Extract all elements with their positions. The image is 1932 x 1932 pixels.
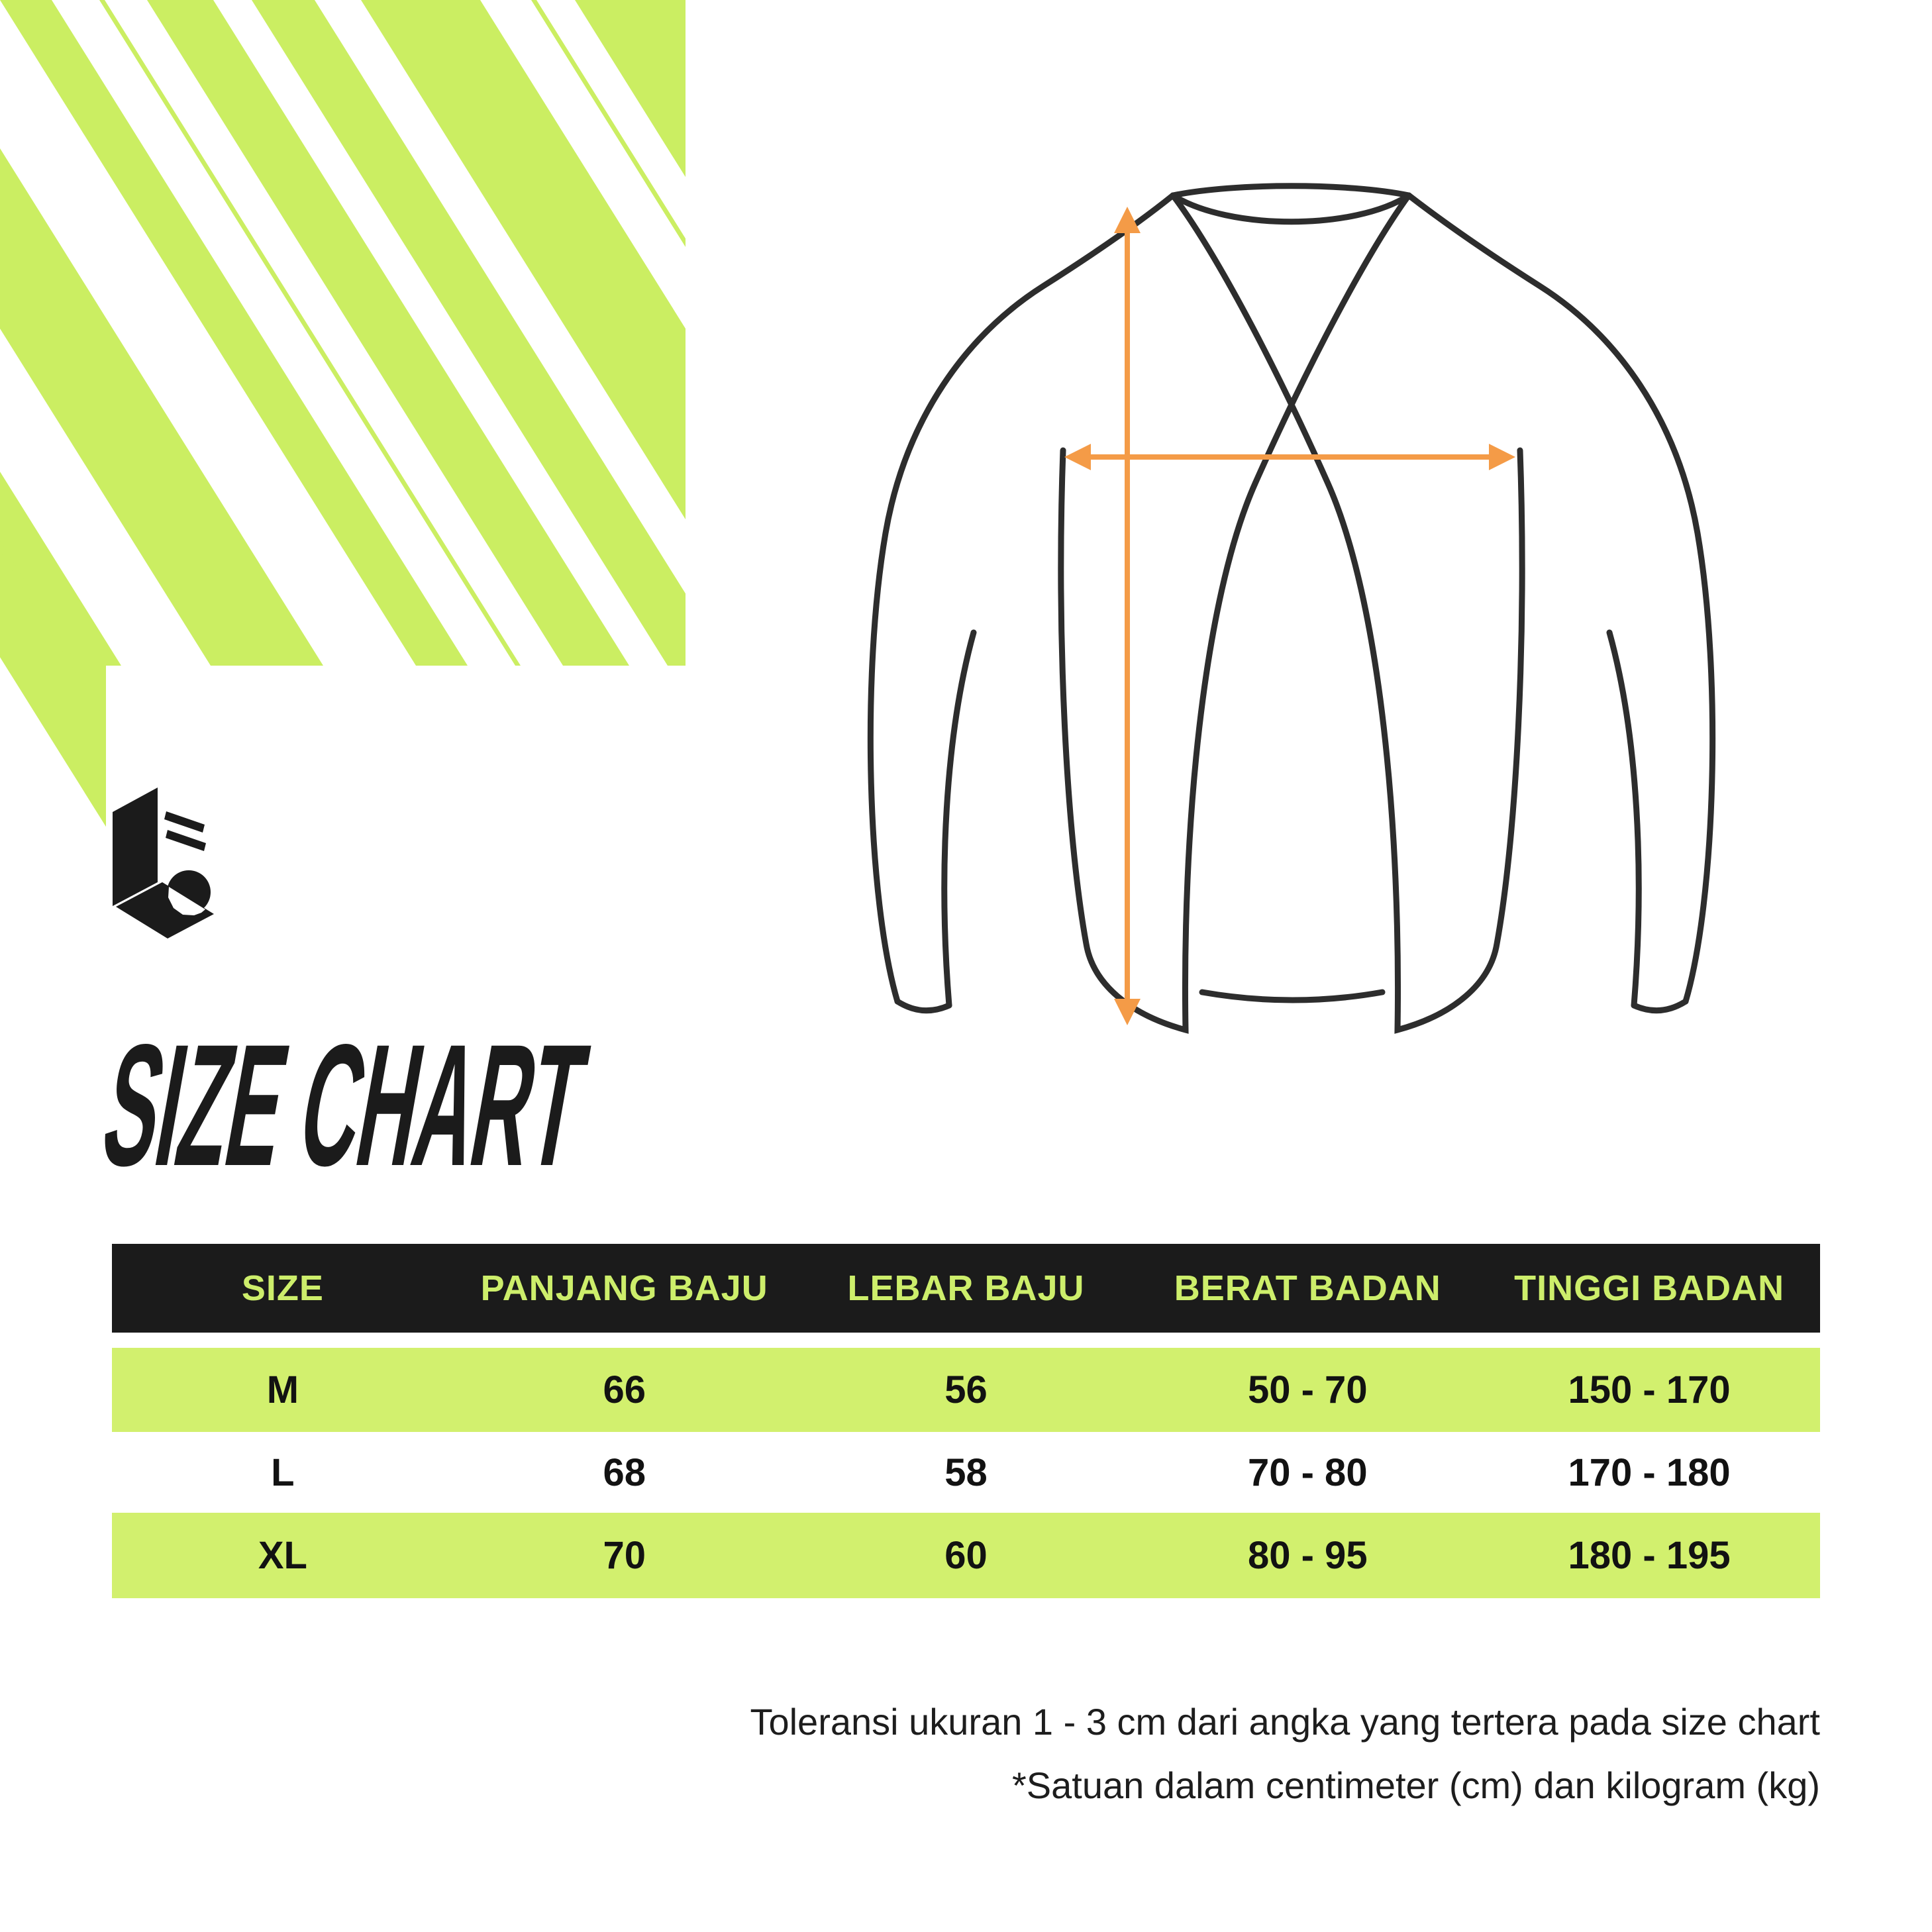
cell-tinggi: 180 - 195 — [1568, 1534, 1731, 1577]
cell-berat: 50 - 70 — [1248, 1368, 1368, 1411]
header-panjang-baju: PANJANG BAJU — [480, 1268, 768, 1308]
cell-lebar: 58 — [944, 1450, 988, 1494]
corner-stripes-decoration — [0, 0, 729, 861]
table-row-m — [112, 1348, 1820, 1432]
cell-size: M — [266, 1368, 299, 1411]
header-lebar-baju: LEBAR BAJU — [847, 1268, 1085, 1308]
cell-lebar: 60 — [944, 1534, 988, 1577]
brand-logo-b-mark-icon — [108, 784, 217, 942]
header-size: SIZE — [241, 1268, 324, 1308]
cell-panjang: 66 — [603, 1368, 646, 1411]
cell-panjang: 70 — [603, 1534, 646, 1577]
cell-size: L — [271, 1450, 295, 1494]
cell-tinggi: 170 - 180 — [1568, 1450, 1731, 1494]
units-note: *Satuan dalam centimeter (cm) dan kilogram (kg) — [1011, 1764, 1820, 1806]
header-berat-badan: BERAT BADAN — [1174, 1268, 1441, 1308]
cell-berat: 70 - 80 — [1248, 1450, 1368, 1494]
size-table-header-row — [112, 1244, 1820, 1333]
cell-tinggi: 150 - 170 — [1568, 1368, 1731, 1411]
jacket-measurement-diagram — [831, 172, 1752, 1093]
page-title: SIZE CHART — [91, 1008, 598, 1202]
table-row-xl — [112, 1513, 1820, 1598]
table-row-l — [112, 1432, 1820, 1513]
cell-panjang: 68 — [603, 1450, 646, 1494]
tolerance-note: Toleransi ukuran 1 - 3 cm dari angka yang tertera pada size chart — [750, 1701, 1820, 1743]
cell-lebar: 56 — [944, 1368, 988, 1411]
header-tinggi-badan: TINGGI BADAN — [1514, 1268, 1785, 1308]
cell-size: XL — [258, 1534, 307, 1577]
cell-berat: 80 - 95 — [1248, 1534, 1368, 1577]
